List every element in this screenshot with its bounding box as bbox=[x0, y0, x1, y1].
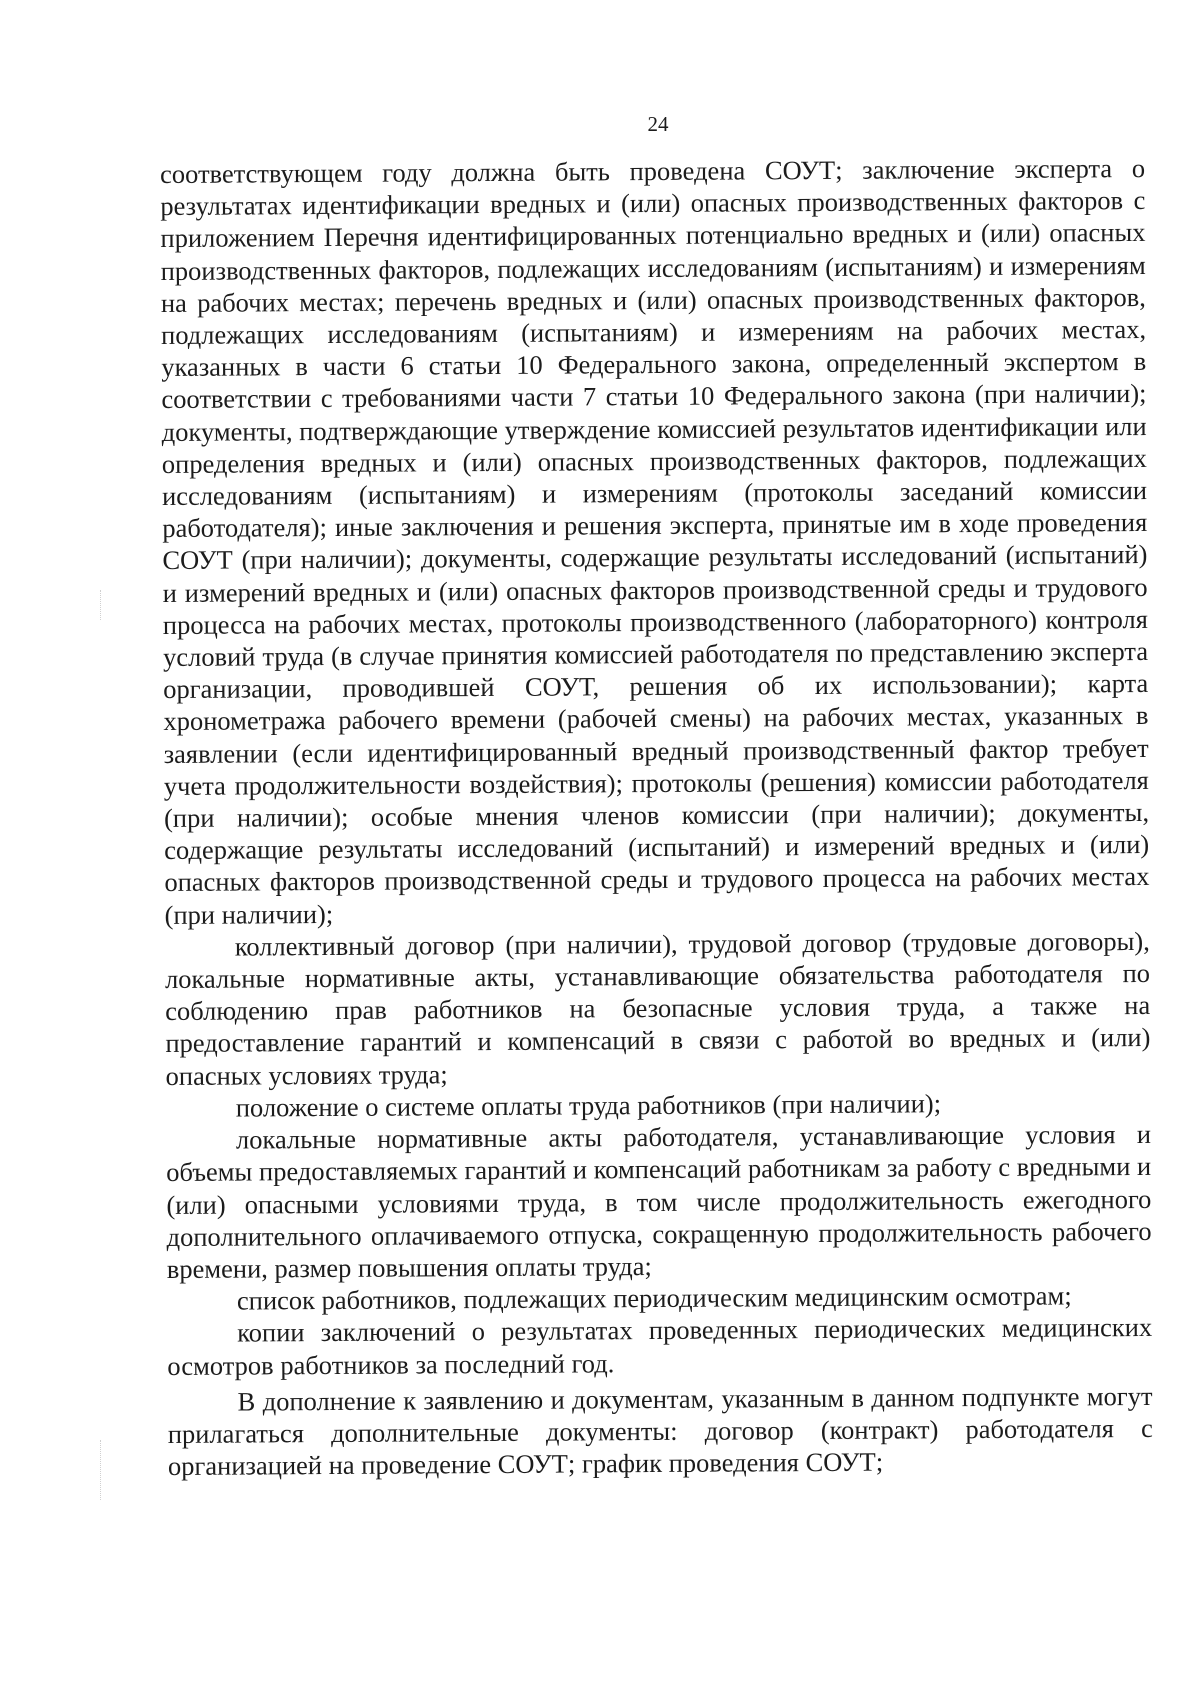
paragraph-pay-system: положение о системе оплаты труда работников (при наличии); bbox=[235, 1088, 942, 1123]
scan-artifact bbox=[100, 1440, 103, 1500]
scan-artifact bbox=[100, 590, 103, 620]
document-body bbox=[160, 152, 1153, 1482]
paragraph-local-acts: локальные нормативные акты работодателя, устанавливающие условия и объемы предоставляемых гарантий и компенсаций работникам за работу с вредными и (или) опасными условиями труда, в том числе продолжительность ежегодного дополнительного оплачиваемого отпуска, сокращенную продолжительность рабочего времени, размер повышения оплаты труда; bbox=[166, 1119, 1152, 1284]
paragraph-continuation: соответствующем году должна быть проведена СОУТ; заключение эксперта о результатах идентификации вредных и (или) опасных производственных факторов с приложением Перечня идентифицированных потенциально вредных и (или) опасных производственных факторов, подлежащих исследованиям (испытаниям) и измерениям на рабочих местах; перечень вредных и (или) опасных производственных факторов, подлежащих исследованиям (испытаниям) и измерениям на рабочих местах, указанных в части 6 статьи 10 Федерального закона, определенный экспертом в соответствии с требованиями части 7 статьи 10 Федерального закона (при наличии); документы, подтверждающие утверждение комиссией результатов идентификации или определения вредных и (или) опасных производственных факторов, подлежащих исследованиям (испытаниям) и измерениям (протоколы заседаний комиссии работодателя); иные заключения и решения эксперта, принятые им в ходе проведения СОУТ (при наличии); документы, содержащие результаты исследований (испытаний) и измерений вредных и (или) опасных факторов производственной среды и трудового процесса на рабочих местах, протоколы производственного (лабораторного) контроля условий труда (в случае принятия комиссией работодателя по представлению эксперта организации, проводившей СОУТ, решения об их использовании); карта хронометража рабочего времени (рабочей смены) на рабочих местах, указанных в заявлении (если идентифицированный вредный производственный фактор требует учета продолжительности воздействия); протоколы (решения) комиссии работодателя (при наличии); особые мнения членов комиссии (при наличии); документы, содержащие результаты исследований (испытаний) и измерений вредных и (или) опасных факторов производственной среды и трудового процесса на рабочих местах (при наличии); bbox=[160, 152, 1150, 930]
paragraph-medical-copies: копии заключений о результатах проведенных периодических медицинских осмотров работников за последний год. bbox=[167, 1312, 1153, 1381]
paragraph-collective-agreement: коллективный договор (при наличии), трудовой договор (трудовые договоры), локальные нормативные акты, устанавливающие обязательства работодателя по соблюдению прав работников на безопасные условия труда, а также на предоставление гарантий и компенсаций в связи с работой во вредных и (или) опасных условиях труда; bbox=[164, 925, 1151, 1091]
paragraph-employee-list: список работников, подлежащих периодическим медицинским осмотрам; bbox=[236, 1280, 1072, 1316]
page-number: 24 bbox=[647, 112, 669, 136]
paragraph-additional-documents: В дополнение к заявлению и документам, указанным в данном подпункте могут прилагаться дополнительные документы: договор (контракт) работодателя с организацией на проведение СОУТ; график проведения СОУТ; bbox=[167, 1380, 1153, 1482]
